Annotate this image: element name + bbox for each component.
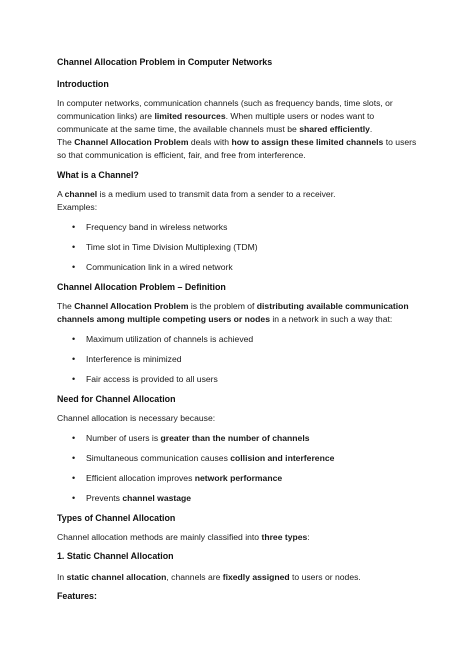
bullet-icon: • [72,262,76,272]
features-label: Features: [57,591,97,601]
intro-paragraph: In computer networks, communication channels (such as frequency bands, time slots, or communication links) are limited resources. When multiple users or nodes want to communicate at the same time, the available channels must be shared efficiently. The Channel Allocation Problem deals with how to assign these limited channels to users so that communication is efficient, fair, and free from interference. [57,98,417,160]
static-heading: 1. Static Channel Allocation [57,551,174,561]
document-page: Channel Allocation Problem in Computer Networks Introduction In computer networks, communication channels (such as frequency bands, time slots, or communication links) are limited resources. When multiple users or nodes want to communicate at the same time, the available channels must be shared efficiently. The Channel Allocation Problem deals with how to assign these limited channels to users so that communication is efficient, fair, and free from interference. What is a Channel? A channel is a medium used to transmit data from a sender to a receiver. Examples: • Frequency band in wireless networks • Time slot in Time Division Multiplexing (TDM) • Communication link in a wired network Channel Allocation Problem – Definition The Channel Allocation Problem is the problem of distributing available communication channels among multiple competing users or nodes in a network in such a way that: • Maximum utilization of channels is achieved • Interference is minimized • Fair access is provided to all users Need for Channel Allocation Channel allocation is necessary because: • Number of users is greater than the number of channels • Simultaneous communication causes collision and interference • Efficient allocation improves network performance • Prevents channel wastage Types of Channel Allocation Channel allocation methods are mainly classified into three types: 1. Static Channel Allocation In static channel allocation, channels are fixedly assigned to users or nodes. Features: [0,0,474,669]
bullet-icon: • [72,374,76,384]
channel-paragraph: A channel is a medium used to transmit data from a sender to a receiver. Examples: [57,189,336,212]
definition-paragraph: The Channel Allocation Problem is the problem of distributing available communication channels among multiple competing users or nodes in a network in such a way that: [57,301,409,324]
bullet-icon: • [72,334,76,344]
bullet-icon: • [72,473,76,483]
document-title: Channel Allocation Problem in Computer Networks [57,57,273,67]
bullet-icon: • [72,493,76,503]
types-heading: Types of Channel Allocation [57,513,176,523]
bullet-icon: • [72,453,76,463]
bullet-icon: • [72,242,76,252]
bullet-icon: • [72,222,76,232]
need-heading: Need for Channel Allocation [57,394,176,404]
types-paragraph: Channel allocation methods are mainly classified into three types: [57,532,310,542]
bullet-icon: • [72,433,76,443]
static-paragraph: In static channel allocation, channels are fixedly assigned to users or nodes. [57,572,361,582]
channel-heading: What is a Channel? [57,170,139,180]
intro-heading: Introduction [57,79,109,89]
bullet-icon: • [72,354,76,364]
need-paragraph: Channel allocation is necessary because: [57,413,216,423]
definition-heading: Channel Allocation Problem – Definition [57,282,226,292]
